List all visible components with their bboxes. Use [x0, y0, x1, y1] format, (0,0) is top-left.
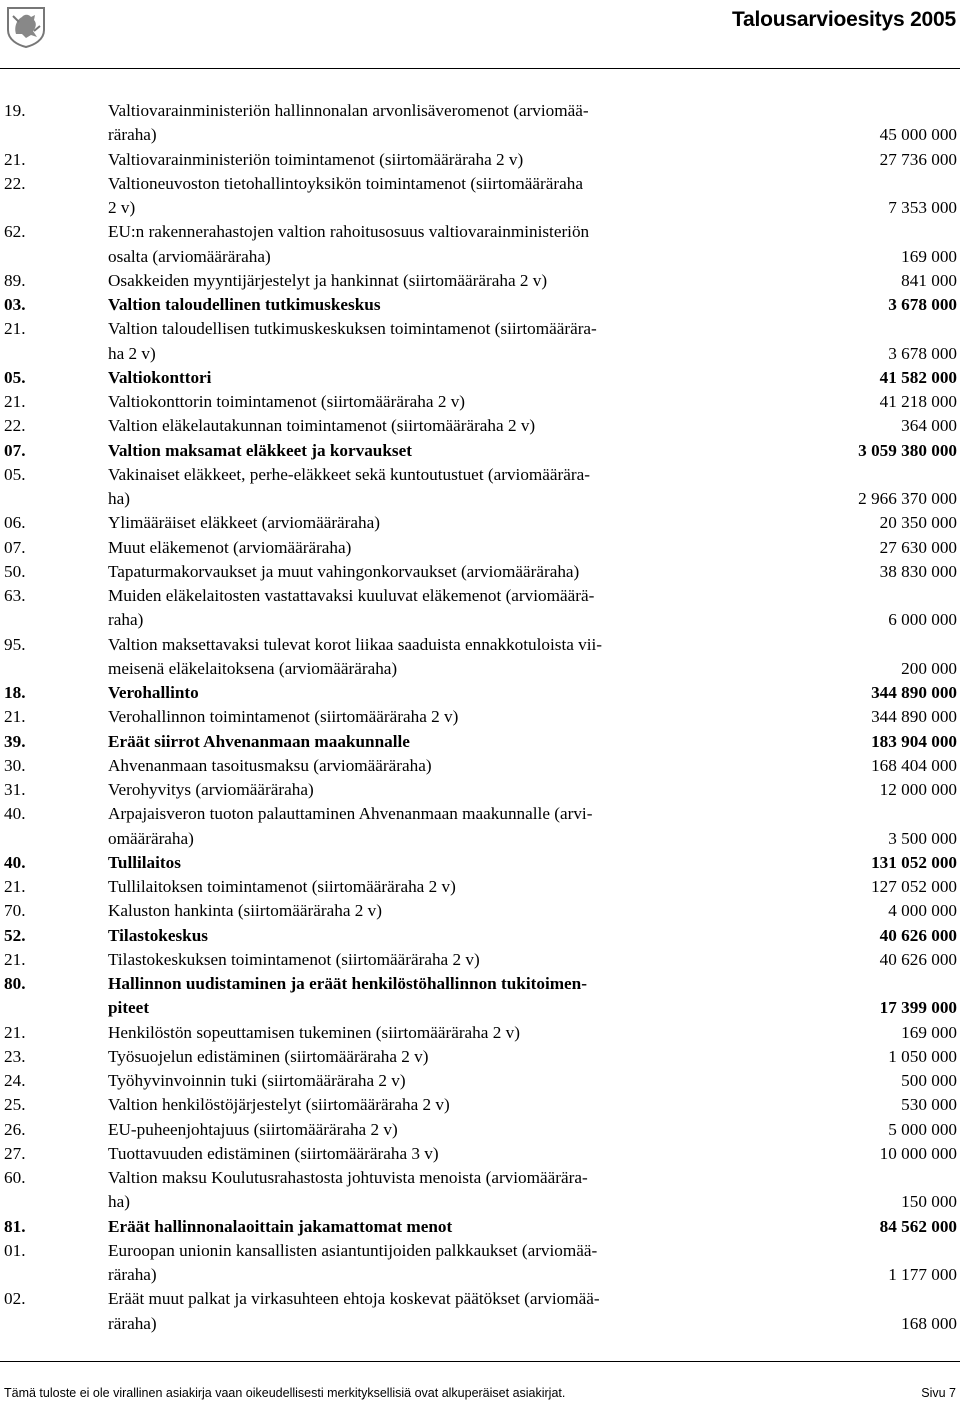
item-number: 21.: [4, 392, 26, 411]
description-line: Vakinaiset eläkkeet, perhe-eläkkeet sekä kuntoutustuet (arviomäärära-: [108, 464, 590, 484]
budget-heading-row: [0, 366, 960, 390]
item-number: 60.: [4, 1168, 26, 1187]
item-amount: 1 050 000: [888, 1046, 957, 1066]
budget-item-row: [0, 802, 960, 851]
item-amount: 7 353 000: [888, 198, 957, 217]
item-number: 26.: [4, 1119, 26, 1139]
item-number: 95.: [4, 634, 26, 654]
budget-item-row: [0, 1069, 960, 1093]
item-description: [108, 317, 688, 366]
item-amount: 2 966 370 000: [858, 489, 957, 508]
item-description: [108, 924, 688, 948]
description-line: Henkilöstön sopeuttamisen tukeminen (siirtomääräraha 2 v): [108, 1022, 520, 1042]
item-amount: 168 404 000: [871, 755, 957, 775]
budget-item-row: [0, 899, 960, 923]
item-number: 80.: [4, 974, 26, 993]
description-line: Valtion henkilöstöjärjestelyt (siirtomääräraha 2 v): [108, 1095, 450, 1115]
item-description: [108, 1045, 688, 1069]
item-amount: 3 500 000: [888, 828, 957, 848]
item-description: [108, 148, 688, 172]
description-line: raha): [108, 610, 144, 630]
budget-item-row: [0, 390, 960, 414]
item-amount: 12 000 000: [879, 780, 957, 799]
item-description: [108, 463, 688, 512]
item-description: [108, 390, 688, 414]
item-number: 27.: [4, 1143, 26, 1163]
item-amount: 1 177 000: [888, 1265, 957, 1284]
budget-heading-row: [0, 924, 960, 948]
budget-item-row: [0, 705, 960, 729]
item-description: [108, 439, 688, 463]
budget-item-row: [0, 560, 960, 584]
budget-item-row: [0, 1287, 960, 1336]
description-line: omääräraha): [108, 828, 194, 848]
description-line: Valtiovarainministeriön toimintamenot (siirtomääräraha 2 v): [108, 149, 524, 169]
budget-item-row: [0, 536, 960, 560]
budget-item-row: [0, 1118, 960, 1142]
item-amount: 344 890 000: [871, 683, 957, 702]
item-description: [108, 1239, 688, 1288]
description-line: Muut eläkemenot (arviomääräraha): [108, 537, 352, 557]
budget-item-row: [0, 948, 960, 972]
item-description: [108, 293, 688, 317]
item-amount: 5 000 000: [888, 1119, 957, 1139]
budget-item-row: [0, 1166, 960, 1215]
description-line: Valtion taloudellisen tutkimuskeskuksen toimintamenot (siirtomäärära-: [108, 319, 597, 339]
item-description: [108, 1287, 688, 1336]
item-number: 19.: [4, 101, 26, 120]
item-description: [108, 511, 688, 535]
budget-item-row: [0, 778, 960, 802]
item-amount: 41 582 000: [879, 367, 957, 387]
budget-item-row: [0, 317, 960, 366]
item-amount: 364 000: [901, 416, 957, 436]
item-number: 25.: [4, 1095, 26, 1115]
item-number: 30.: [4, 755, 26, 775]
description-line: räraha): [108, 125, 157, 145]
item-amount: 4 000 000: [888, 901, 957, 921]
item-amount: 20 350 000: [879, 513, 957, 533]
footer: [4, 1386, 956, 1400]
description-line: piteet: [108, 998, 150, 1018]
item-amount: 168 000: [901, 1313, 957, 1333]
budget-item-row: [0, 1142, 960, 1166]
item-amount: 10 000 000: [879, 1143, 957, 1163]
item-number: 18.: [4, 683, 26, 702]
description-line: räraha): [108, 1313, 157, 1333]
item-amount: 183 904 000: [871, 731, 957, 751]
item-number: 02.: [4, 1289, 26, 1309]
item-description: [108, 172, 688, 221]
document-title: Talousarvioesitys 2005: [731, 8, 956, 31]
item-number: 22.: [4, 416, 26, 436]
item-number: 21.: [4, 149, 26, 169]
description-line: EU-puheenjohtajuus (siirtomääräraha 2 v): [108, 1119, 398, 1139]
item-description: [108, 584, 688, 633]
item-amount: 40 626 000: [879, 949, 957, 969]
description-line: Verohallinto: [108, 683, 199, 702]
item-amount: 40 626 000: [879, 925, 957, 945]
description-line: Valtion maksamat eläkkeet ja korvaukset: [108, 440, 412, 460]
item-number: 21.: [4, 1022, 26, 1042]
budget-item-row: [0, 633, 960, 682]
description-line: Muiden eläkelaitosten vastattavaksi kuuluvat eläkemenot (arviomäärä-: [108, 586, 595, 605]
description-line: ha): [108, 1192, 130, 1212]
item-number: 39.: [4, 731, 26, 751]
budget-item-row: [0, 99, 960, 148]
budget-heading-row: [0, 1215, 960, 1239]
description-line: Tullilaitoksen toimintamenot (siirtomääräraha 2 v): [108, 877, 456, 896]
item-amount: 3 678 000: [888, 343, 957, 363]
description-line: Valtiokonttori: [108, 367, 212, 387]
item-description: [108, 1215, 688, 1239]
description-line: Euroopan unionin kansallisten asiantuntijoiden palkkaukset (arviomää-: [108, 1240, 598, 1260]
item-number: 21.: [4, 949, 26, 969]
budget-item-row: [0, 269, 960, 293]
description-line: Tilastokeskuksen toimintamenot (siirtomääräraha 2 v): [108, 949, 480, 969]
budget-table: [0, 99, 960, 1336]
description-line: Eräät muut palkat ja virkasuhteen ehtoja koskevat päätökset (arviomää-: [108, 1289, 600, 1309]
description-line: Ahvenanmaan tasoitusmaksu (arviomääräraha): [108, 755, 432, 775]
description-line: Työhyvinvoinnin tuki (siirtomääräraha 2 v): [108, 1071, 406, 1090]
item-number: 07.: [4, 537, 26, 557]
budget-heading-row: [0, 293, 960, 317]
footer-divider: [0, 1361, 960, 1362]
description-line: ha): [108, 489, 130, 508]
item-amount: 41 218 000: [879, 392, 957, 411]
item-number: 23.: [4, 1046, 26, 1066]
item-description: [108, 1021, 688, 1045]
item-number: 31.: [4, 780, 26, 799]
item-description: [108, 730, 688, 754]
header-divider: [0, 68, 960, 69]
budget-item-row: [0, 148, 960, 172]
item-description: [108, 220, 688, 269]
budget-item-row: [0, 1093, 960, 1117]
item-description: [108, 560, 688, 584]
item-amount: 150 000: [901, 1192, 957, 1212]
budget-item-row: [0, 220, 960, 269]
item-number: 03.: [4, 295, 26, 314]
item-amount: 131 052 000: [871, 852, 957, 872]
description-line: Valtion eläkelautakunnan toimintamenot (siirtomääräraha 2 v): [108, 416, 536, 436]
item-amount: 3 059 380 000: [858, 440, 957, 460]
item-number: 06.: [4, 513, 26, 533]
item-description: [108, 778, 688, 802]
item-number: 01.: [4, 1240, 26, 1260]
item-amount: 200 000: [901, 658, 957, 678]
item-description: [108, 705, 688, 729]
description-line: osalta (arviomääräraha): [108, 246, 271, 266]
budget-heading-row: [0, 439, 960, 463]
budget-item-row: [0, 754, 960, 778]
item-description: [108, 1093, 688, 1117]
item-description: [108, 414, 688, 438]
item-description: [108, 1118, 688, 1142]
item-description: [108, 1142, 688, 1166]
description-line: meisenä eläkelaitoksena (arviomääräraha): [108, 658, 398, 678]
item-number: 05.: [4, 367, 26, 387]
description-line: Kaluston hankinta (siirtomääräraha 2 v): [108, 901, 382, 921]
budget-item-row: [0, 172, 960, 221]
description-line: 2 v): [108, 198, 136, 217]
budget-item-row: [0, 463, 960, 512]
item-number: 21.: [4, 707, 26, 727]
item-description: [108, 899, 688, 923]
item-amount: 84 562 000: [879, 1216, 957, 1236]
finnish-lion-crest-icon: [4, 4, 48, 48]
description-line: Valtiokonttorin toimintamenot (siirtomääräraha 2 v): [108, 392, 466, 411]
item-description: [108, 536, 688, 560]
description-line: Ylimääräiset eläkkeet (arviomääräraha): [108, 513, 380, 533]
description-line: Arpajaisveron tuoton palauttaminen Ahvenanmaan maakunnalle (arvi-: [108, 804, 593, 824]
item-description: [108, 948, 688, 972]
item-number: 21.: [4, 877, 26, 896]
page-number: Sivu 7: [921, 1386, 956, 1400]
item-amount: 169 000: [901, 1022, 957, 1042]
item-number: 63.: [4, 586, 26, 605]
item-amount: 500 000: [901, 1071, 957, 1090]
description-line: Verohallinnon toimintamenot (siirtomääräraha 2 v): [108, 707, 459, 727]
item-number: 50.: [4, 561, 26, 581]
description-line: EU:n rakennerahastojen valtion rahoitusosuus valtiovarainministeriön: [108, 222, 590, 242]
item-number: 70.: [4, 901, 26, 921]
item-amount: 841 000: [901, 270, 957, 290]
description-line: Valtion maksettavaksi tulevat korot liikaa saaduista ennakkotuloista vii-: [108, 634, 603, 654]
item-number: 24.: [4, 1071, 26, 1090]
item-description: [108, 972, 688, 1021]
budget-heading-row: [0, 972, 960, 1021]
item-amount: 169 000: [901, 246, 957, 266]
description-line: Valtion maksu Koulutusrahastosta johtuvista menoista (arviomäärära-: [108, 1168, 588, 1187]
item-description: [108, 802, 688, 851]
item-description: [108, 875, 688, 899]
description-line: Eräät siirrot Ahvenanmaan maakunnalle: [108, 731, 410, 751]
description-line: ha 2 v): [108, 343, 156, 363]
item-number: 07.: [4, 440, 26, 460]
footer-disclaimer: Tämä tuloste ei ole virallinen asiakirja vaan oikeudellisesti merkityksellisiä ovat alkuperäiset asiakirjat.: [4, 1386, 566, 1400]
item-amount: 45 000 000: [879, 125, 957, 145]
description-line: Hallinnon uudistaminen ja eräät henkilöstöhallinnon tukitoimen-: [108, 974, 587, 993]
description-line: Tuottavuuden edistäminen (siirtomääräraha 3 v): [108, 1143, 439, 1163]
budget-item-row: [0, 511, 960, 535]
item-number: 52.: [4, 925, 26, 945]
item-amount: 38 830 000: [879, 561, 957, 581]
budget-heading-row: [0, 730, 960, 754]
item-description: [108, 1166, 688, 1215]
description-line: Tullilaitos: [108, 852, 181, 872]
budget-item-row: [0, 1021, 960, 1045]
description-line: Tilastokeskus: [108, 925, 208, 945]
item-number: 05.: [4, 464, 26, 484]
item-description: [108, 1069, 688, 1093]
item-amount: 3 678 000: [888, 295, 957, 314]
item-number: 62.: [4, 222, 26, 242]
description-line: Valtiovarainministeriön hallinnonalan arvonlisäveromenot (arviomää-: [108, 101, 589, 120]
description-line: Valtioneuvoston tietohallintoyksikön toimintamenot (siirtomääräraha: [108, 173, 583, 193]
item-number: 40.: [4, 852, 26, 872]
item-number: 21.: [4, 319, 26, 339]
description-line: Verohyvitys (arviomääräraha): [108, 780, 314, 799]
item-amount: 27 630 000: [879, 537, 957, 557]
description-line: Osakkeiden myyntijärjestelyt ja hankinnat (siirtomääräraha 2 v): [108, 270, 548, 290]
budget-item-row: [0, 584, 960, 633]
item-description: [108, 366, 688, 390]
item-number: 40.: [4, 804, 26, 824]
item-amount: 17 399 000: [879, 998, 957, 1018]
item-description: [108, 754, 688, 778]
item-number: 22.: [4, 173, 26, 193]
description-line: Tapaturmakorvaukset ja muut vahingonkorvaukset (arviomääräraha): [108, 561, 580, 581]
item-amount: 27 736 000: [879, 149, 957, 169]
item-description: [108, 99, 688, 148]
budget-item-row: [0, 875, 960, 899]
item-description: [108, 851, 688, 875]
budget-item-row: [0, 414, 960, 438]
item-amount: 6 000 000: [888, 610, 957, 630]
description-line: Valtion taloudellinen tutkimuskeskus: [108, 295, 381, 314]
item-amount: 127 052 000: [871, 877, 957, 896]
budget-item-row: [0, 1045, 960, 1069]
item-description: [108, 681, 688, 705]
budget-heading-row: [0, 851, 960, 875]
budget-heading-row: [0, 681, 960, 705]
item-description: [108, 633, 688, 682]
description-line: Eräät hallinnonalaoittain jakamattomat menot: [108, 1216, 453, 1236]
item-amount: 530 000: [901, 1095, 957, 1115]
budget-item-row: [0, 1239, 960, 1288]
item-description: [108, 269, 688, 293]
item-amount: 344 890 000: [871, 707, 957, 727]
item-number: 81.: [4, 1216, 26, 1236]
item-number: 89.: [4, 270, 26, 290]
description-line: Työsuojelun edistäminen (siirtomääräraha 2 v): [108, 1046, 429, 1066]
description-line: räraha): [108, 1265, 157, 1284]
